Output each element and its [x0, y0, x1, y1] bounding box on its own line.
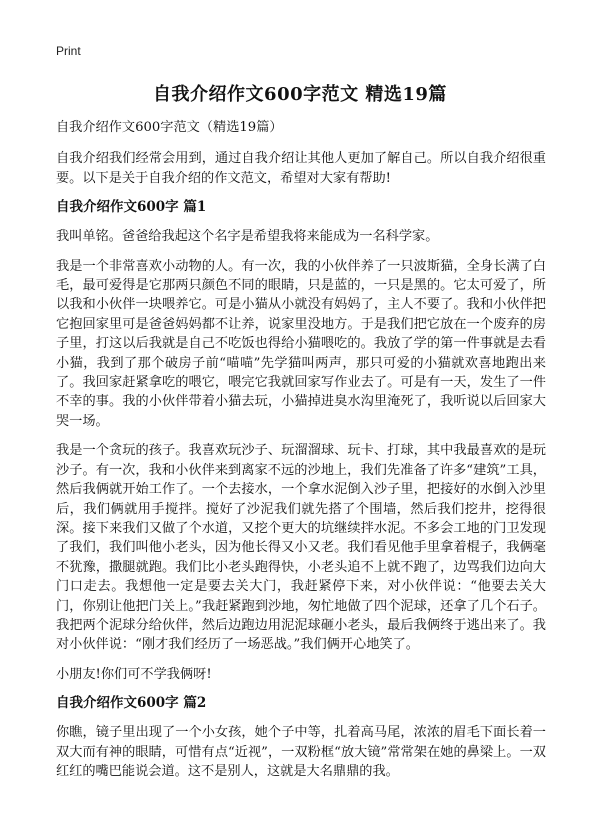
article-body	[56, 118, 546, 791]
article-subtitle: 自我介绍作文600字范文（精选19篇）	[56, 120, 283, 135]
paragraph: 我叫单铭。爸爸给我起这个名字是希望我将来能成为一名科学家。	[56, 229, 439, 245]
section-heading-2: 自我介绍作文600字 篇2	[56, 695, 207, 712]
page-title: 自我介绍作文600字范文 精选19篇	[153, 84, 447, 105]
paragraph: 我是一个贪玩的孩子。我喜欢玩沙子、玩溜溜球、玩卡、打球，其中我最喜欢的是玩沙子。有一次，我和小伙伴来到离家不远的沙地上，我们先准备了许多“建筑”工具，然后我俩就开始工作了。一个去接水，一个拿水泥倒入沙子里，把接好的水倒入沙里后，我们俩就用手搅拌。搅好了沙泥我们就先搭了个围墙，然后我们挖井，挖得很深。接下来我们又做了个水道，又挖个更大的坑继续拌水泥。不多会工地的门卫发现了我们，我们叫他小老头，因为他长得又小又老。我们看见他手里拿着棍子，我俩毫不犹豫，撒腿就跑。我们比小老头跑得快，小老头追不上就不跑了，边骂我们边向大门口走去。我想他一定是要去关大门，我赶紧停下来，对小伙伴说：“他要去关大门，你别让他把门关上。”我赶紧跑到沙地，匆忙地做了四个泥球，还拿了几个石子。我把两个泥球分给伙伴，然后边跑边用泥泥球砸小老头，最后我俩终于逃出来了。我对小伙伴说：“刚才我们经历了一场恶战。”我们俩开心地笑了。	[56, 443, 546, 653]
paragraph: 我是一个非常喜欢小动物的人。有一次，我的小伙伴养了一只波斯猫，全身长满了白毛，最可爱得是它那两只颜色不同的眼睛，只是蓝的，一只是黑的。它太可爱了，所以我和小伙伴一块喂养它。可是小猫从小就没有妈妈了，主人不要了。我和小伙伴把它抱回家里可是爸爸妈妈都不让养，说家里没地方。于是我们把它放在一个废弃的房子里，打这以后我就是自己不吃饭也得给小猫喂吃的。我放了学的第一件事就是去看小猫，我到了那个破房子前“喵喵”先学猫叫两声，那只可爱的小猫就欢喜地跑出来了。我回家赶紧拿吃的喂它，喂完它我就回家写作业去了。可是有一天，发生了一件不幸的事。我的小伙伴带着小猫去玩，小猫掉进臭水沟里淹死了，我听说以后回家大哭一场。	[56, 258, 546, 429]
print-link[interactable]: Print	[56, 44, 81, 58]
paragraph: 你瞧，镜子里出现了一个小女孩，她个子中等，扎着高马尾，浓浓的眉毛下面长着一双大而有神的眼睛，可惜有点“近视”，一双粉框“放大镜”常常架在她的鼻梁上。一双红红的嘴巴能说会道。这不是别人，这就是大名鼎鼎的我。	[56, 725, 546, 779]
paragraph: 小朋友!你们可不学我俩呀!	[56, 666, 212, 682]
section-heading-1: 自我介绍作文600字 篇1	[56, 199, 207, 216]
intro-paragraph: 自我介绍我们经常会用到，通过自我介绍让其他人更加了解自己。所以自我介绍很重要。以下是关于自我介绍的作文范文，希望对大家有帮助!	[56, 151, 546, 186]
